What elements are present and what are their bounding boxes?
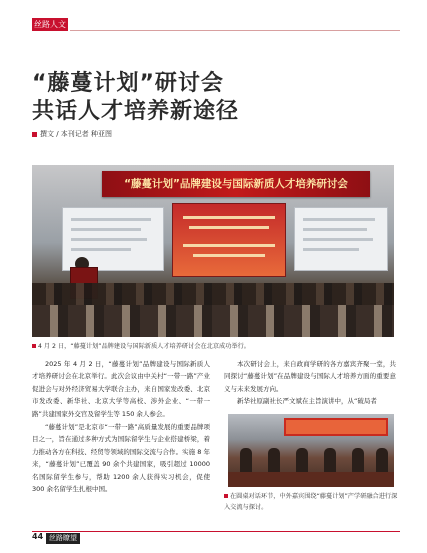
page-number: 44 <box>32 532 44 541</box>
body-paragraph: 2025 年 4 月 2 日，“藤蔓计划”品牌建设与国际新质人才培养研讨会在北京举行。此次会议由中关村“一带一路”产业促进会与对外经济贸易大学联合主办，来自国家发改委、北京市发改委、新华社、北京大学等高校、涉外企业、“一带一路”共建国家外交官及留学生等 150 余人参会。 <box>32 360 210 418</box>
headline-line-2: 共话人才培养新途径 <box>32 99 240 124</box>
side-screen-right <box>294 207 388 271</box>
roundtable-caption-text: 在圆桌对话环节，中外嘉宾围绕“藤蔓计划”产学研融合进行深入交流与探讨。 <box>224 493 398 511</box>
roundtable-photo <box>228 414 394 487</box>
byline-marker <box>32 132 37 137</box>
audience-front-row <box>32 305 394 337</box>
magazine-name: 丝路瞭望 <box>46 533 80 544</box>
event-banner: “藤蔓计划”品牌建设与国际新质人才培养研讨会 <box>102 171 370 197</box>
center-screen <box>172 203 286 277</box>
body-paragraph: 本次研讨会上，来自政商学研的各方嘉宾齐聚一堂，共同探讨“藤蔓计划”在品牌建设与国际人才培养方面的重要意义与未来发展方向。 <box>224 360 396 393</box>
caption-marker <box>32 344 36 348</box>
section-tab: 丝路人文 <box>34 20 66 29</box>
roundtable-table <box>228 472 394 487</box>
body-paragraph: “藤蔓计划”是北京市“一带一路”高质量发展的重要品牌项目之一，旨在通过多种方式为国际留学生与企业搭建桥梁，着力推动各方在科技、经贸等领域的国际交流与合作。实施 8 年来，“藤蔓计划”已覆盖 90 余个共建国家，吸引超过 10000 名国际留学生参与，帮助 1200 余人获得实习机会，促使 300 余名留学生扎根中国。 <box>32 423 210 494</box>
body-column-right <box>224 358 396 408</box>
body-column-left <box>32 358 210 495</box>
body-paragraph: 新华社原副社长严文斌在主旨演讲中，从“破局者 <box>237 397 377 406</box>
footer-rule <box>32 531 400 532</box>
main-photo-caption-text: 4 月 2 日，“藤蔓计划”品牌建设与国际新质人才培养研讨会在北京成功举行。 <box>38 343 250 350</box>
roundtable-photo-caption <box>224 491 400 513</box>
byline-text: 撰文 / 本刊记者 种亚图 <box>40 130 113 138</box>
caption-marker <box>224 494 228 498</box>
main-photo <box>32 165 394 337</box>
roundtable-screen <box>286 420 386 434</box>
section-rule <box>70 30 400 31</box>
byline <box>32 129 112 139</box>
main-photo-caption <box>32 341 412 350</box>
headline-line-1: “藤蔓计划”研讨会 <box>32 71 224 96</box>
